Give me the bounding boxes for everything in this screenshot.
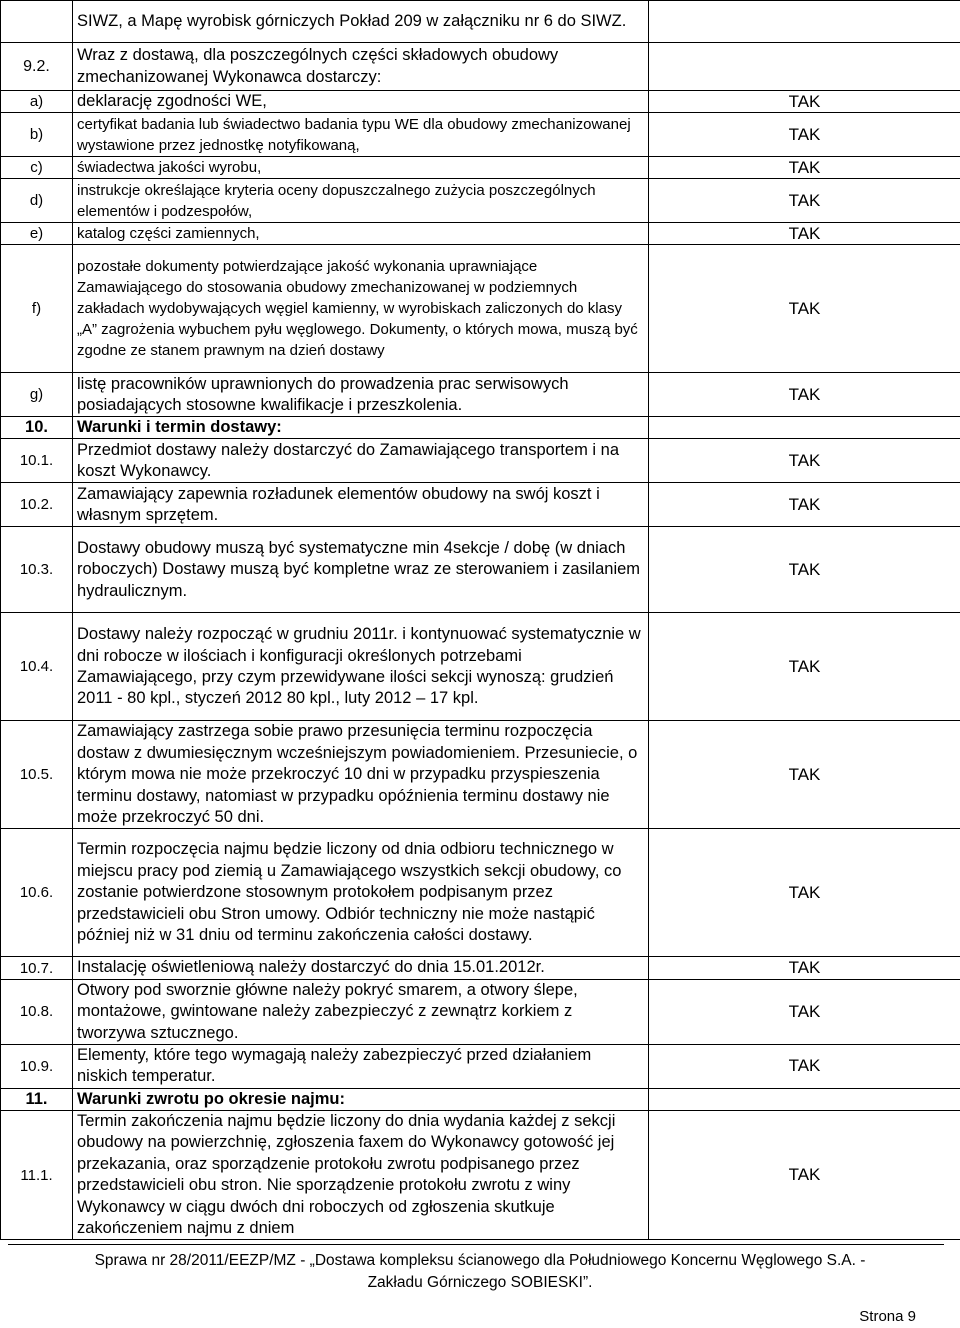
row-number: d)	[1, 179, 73, 223]
row-number: e)	[1, 223, 73, 245]
row-value: TAK	[649, 979, 960, 1044]
row-text: listę pracowników uprawnionych do prowadzenia prac serwisowych posiadających stosowne kwalifikacje i przeszkolenia.	[73, 373, 649, 417]
section-heading-row	[1, 1088, 960, 1110]
row-value: TAK	[649, 1110, 960, 1239]
section-number: 11.	[1, 1088, 73, 1110]
row-text: Zamawiający zastrzega sobie prawo przesunięcia terminu rozpoczęcia dostaw z dwumiesięcznym wcześniejszym powiadomieniem. Przesuniecie, o którym mowa nie może przekroczyć 10 dni w przypadku przyspieszenia terminu dostawy, natomiast w przypadku opóźnienia terminu dostawy nie może przekroczyć 50 dni.	[73, 721, 649, 829]
row-number: f)	[1, 245, 73, 373]
row-value: TAK	[649, 721, 960, 829]
row-number: 10.4.	[1, 613, 73, 721]
table-row	[1, 613, 960, 721]
table-row	[1, 373, 960, 417]
footer-company: Zakładu Górniczego SOBIESKI”.	[367, 1274, 593, 1291]
table-row	[1, 1, 960, 43]
table-row	[1, 957, 960, 979]
table-row	[1, 113, 960, 157]
row-number: 10.9.	[1, 1045, 73, 1089]
row-text: Elementy, które tego wymagają należy zabezpieczyć przed działaniem niskich temperatur.	[73, 1045, 649, 1089]
row-value: TAK	[649, 527, 960, 613]
row-text: Wraz z dostawą, dla poszczególnych części składowych obudowy zmechanizowanej Wykonawca dostarczy:	[73, 43, 649, 91]
row-number: 10.2.	[1, 483, 73, 527]
row-number: 9.2.	[1, 43, 73, 91]
row-number: c)	[1, 157, 73, 179]
table-row	[1, 223, 960, 245]
row-text: instrukcje określające kryteria oceny dopuszczalnego zużycia poszczególnych elementów i podzespołów,	[73, 179, 649, 223]
row-text: Otwory pod sworznie główne należy pokryć smarem, a otwory ślepe, montażowe, gwintowane należy zabezpieczyć z zewnątrz korkiem z tworzywa sztucznego.	[73, 979, 649, 1044]
row-number: 11.1.	[1, 1110, 73, 1239]
footer-case-reference: Sprawa nr 28/2011/EEZP/MZ - „Dostawa kompleksu ścianowego dla Południowego Koncernu Węglowego S.A. -	[94, 1252, 866, 1269]
row-text: Termin rozpoczęcia najmu będzie liczony od dnia odbioru technicznego w miejscu pracy pod ziemią u Zamawiającego wszystkich sekcji obudowy, co zostanie potwierdzone stosownym protokołem podpisanym przez przedstawicieli obu Stron umowy. Odbiór techniczny nie może nastąpić później niż w 31 dniu od terminu zakończenia całości dostawy.	[73, 829, 649, 957]
row-number: 10.3.	[1, 527, 73, 613]
row-number: 10.1.	[1, 439, 73, 483]
table-row	[1, 1110, 960, 1239]
row-text: Instalację oświetleniową należy dostarczyć do dnia 15.01.2012r.	[73, 957, 649, 979]
table-row	[1, 157, 960, 179]
section-heading-row	[1, 417, 960, 439]
row-value: TAK	[649, 957, 960, 979]
row-text: Zamawiający zapewnia rozładunek elementów obudowy na swój koszt i własnym sprzętem.	[73, 483, 649, 527]
row-number	[1, 1, 73, 43]
table-row	[1, 91, 960, 113]
section-title: Warunki i termin dostawy:	[73, 417, 649, 439]
section-title: Warunki zwrotu po okresie najmu:	[73, 1088, 649, 1110]
table-row	[1, 43, 960, 91]
row-value: TAK	[649, 373, 960, 417]
footer-divider	[8, 1244, 944, 1245]
section-number: 10.	[1, 417, 73, 439]
row-number: b)	[1, 113, 73, 157]
table-row	[1, 721, 960, 829]
row-value: TAK	[649, 829, 960, 957]
row-text: pozostałe dokumenty potwierdzające jakość wykonania uprawniające Zamawiającego do stosowania obudowy zmechanizowanej w podziemnych zakładach wydobywających węgiel kamienny, w wyrobiskach zaliczonych do klasy „A” zagrożenia wybuchem pyłu węglowego. Dokumenty, o których mowa, muszą być zgodne ze stanem prawnym na dzień dostawy	[73, 245, 649, 373]
table-row	[1, 439, 960, 483]
row-text: Dostawy należy rozpocząć w grudniu 2011r. i kontynuować systematycznie w dni robocze w ilościach i konfiguracji określonych potrzebami Zamawiającego, przy czym przewidywane ilości sekcji wynoszą: grudzień 2011 - 80 kpl., styczeń 2012 80 kpl., luty 2012 – 17 kpl.	[73, 613, 649, 721]
table-row	[1, 179, 960, 223]
table-row	[1, 245, 960, 373]
row-text: Dostawy obudowy muszą być systematyczne min 4sekcje / dobę (w dniach roboczych) Dostawy muszą być kompletne wraz ze sterowaniem i zasilaniem hydraulicznym.	[73, 527, 649, 613]
row-number: a)	[1, 91, 73, 113]
row-value	[649, 43, 960, 91]
row-number: 10.7.	[1, 957, 73, 979]
row-value: TAK	[649, 223, 960, 245]
row-value: TAK	[649, 91, 960, 113]
row-value: TAK	[649, 113, 960, 157]
row-value	[649, 417, 960, 439]
table-row	[1, 979, 960, 1044]
row-number: g)	[1, 373, 73, 417]
table-row	[1, 483, 960, 527]
row-text: deklarację zgodności WE,	[73, 91, 649, 113]
row-text: SIWZ, a Mapę wyrobisk górniczych Pokład 209 w załączniku nr 6 do SIWZ.	[73, 1, 649, 43]
row-number: 10.6.	[1, 829, 73, 957]
row-value	[649, 1, 960, 43]
row-value	[649, 1088, 960, 1110]
row-value: TAK	[649, 157, 960, 179]
table-row	[1, 527, 960, 613]
table-row	[1, 829, 960, 957]
page-number: Strona 9	[859, 1308, 916, 1325]
row-value: TAK	[649, 613, 960, 721]
row-text: Przedmiot dostawy należy dostarczyć do Zamawiającego transportem i na koszt Wykonawcy.	[73, 439, 649, 483]
row-text: Termin zakończenia najmu będzie liczony do dnia wydania każdej z sekcji obudowy na powierzchnię, zgłoszenia faxem do Wykonawcy gotowość jej przekazania, oraz sporządzenie protokołu zwrotu podpisanego przez przedstawicieli obu stron. Nie sporządzenie protokołu zwrotu z winy Wykonawcy w ciągu dwóch dni roboczych od zgłoszenia skutkuje zakończeniem najmu z dniem	[73, 1110, 649, 1239]
row-value: TAK	[649, 483, 960, 527]
row-value: TAK	[649, 179, 960, 223]
row-value: TAK	[649, 245, 960, 373]
table-row	[1, 1045, 960, 1089]
row-text: świadectwa jakości wyrobu,	[73, 157, 649, 179]
row-value: TAK	[649, 1045, 960, 1089]
row-value: TAK	[649, 439, 960, 483]
page-footer	[0, 1250, 960, 1294]
row-number: 10.5.	[1, 721, 73, 829]
row-text: certyfikat badania lub świadectwo badania typu WE dla obudowy zmechanizowanej wystawione przez jednostkę notyfikowaną,	[73, 113, 649, 157]
row-text: katalog części zamiennych,	[73, 223, 649, 245]
row-number: 10.8.	[1, 979, 73, 1044]
